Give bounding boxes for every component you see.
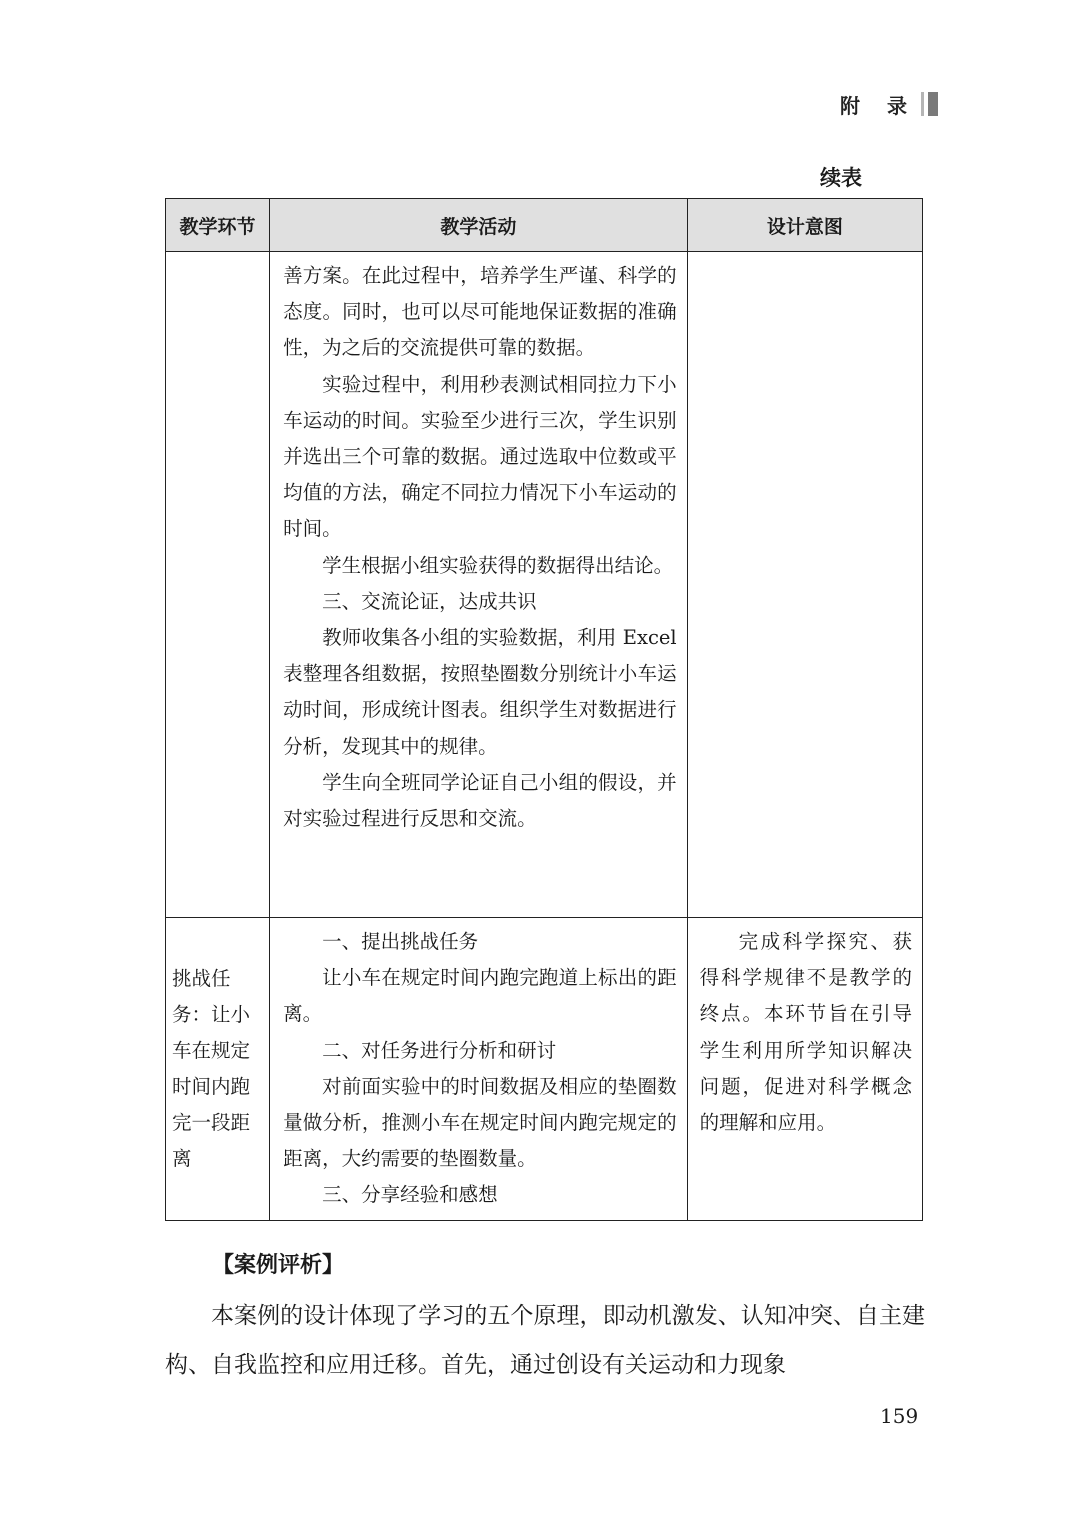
case-review-paragraph: 本案例的设计体现了学习的五个原理，即动机激发、认知冲突、自主建构、自我监控和应用迁移。首先，通过创设有关运动和力现象 — [165, 1303, 925, 1378]
activity-paragraph: 实验过程中，利用秒表测试相同拉力下小车运动的时间。实验至少进行三次，学生识别并选出三个可靠的数据。通过选取中位数或平均值的方法，确定不同拉力情况下小车运动的时间。 — [283, 372, 677, 541]
header-purpose: 设计意图 — [687, 199, 922, 252]
stage-cell — [166, 252, 270, 918]
table-row — [166, 918, 923, 1221]
activity-cell — [270, 252, 688, 918]
activity-paragraph: 三、分享经验和感想 — [322, 1183, 498, 1207]
purpose-text: 完成科学探究、获得科学规律不是教学的终点。本环节旨在引导学生利用所学知识解决问题，促进对科学概念的理解和应用。 — [699, 930, 912, 1135]
activity-paragraph: 三、交流论证，达成共识 — [322, 589, 537, 613]
stage-cell: 挑战任务：让小车在规定时间内跑完一段距离 — [166, 918, 270, 1221]
table-header-row — [166, 199, 923, 252]
running-header — [840, 86, 938, 122]
header-decoration — [921, 92, 938, 116]
activity-paragraph: 让小车在规定时间内跑完跑道上标出的距离。 — [283, 966, 677, 1026]
activity-cell — [270, 918, 688, 1221]
case-review-title: 【案例评析】 — [212, 1253, 345, 1278]
header-stage: 教学环节 — [166, 199, 270, 252]
lesson-table — [165, 198, 923, 1221]
purpose-text — [688, 252, 922, 264]
activity-paragraph: 二、对任务进行分析和研讨 — [322, 1038, 557, 1062]
purpose-cell — [687, 918, 922, 1221]
activity-paragraph: 对前面实验中的时间数据及相应的垫圈数量做分析，推测小车在规定时间内跑完规定的距离，大约需要的垫圈数量。 — [283, 1074, 677, 1171]
activity-paragraph: 学生根据小组实验获得的数据得出结论。 — [322, 553, 674, 577]
page-number: 159 — [880, 1404, 919, 1428]
activity-paragraph: 教师收集各小组的实验数据，利用 Excel 表整理各组数据，按照垫圈数分别统计小车运动时间，形成统计图表。组织学生对数据进行分析，发现其中的规律。 — [283, 626, 677, 758]
activity-paragraph: 学生向全班同学论证自己小组的假设，并对实验过程进行反思和交流。 — [283, 770, 677, 831]
header-section-label: 附 录 — [840, 93, 917, 118]
activity-paragraph: 善方案。在此过程中，培养学生严谨、科学的态度。同时，也可以尽可能地保证数据的准确性，为之后的交流提供可靠的数据。 — [283, 264, 677, 360]
table-row — [166, 252, 923, 918]
purpose-cell — [687, 252, 922, 918]
header-activity: 教学活动 — [270, 199, 688, 252]
table-continued-label: 续表 — [820, 166, 862, 190]
activity-paragraph: 一、提出挑战任务 — [322, 930, 479, 953]
